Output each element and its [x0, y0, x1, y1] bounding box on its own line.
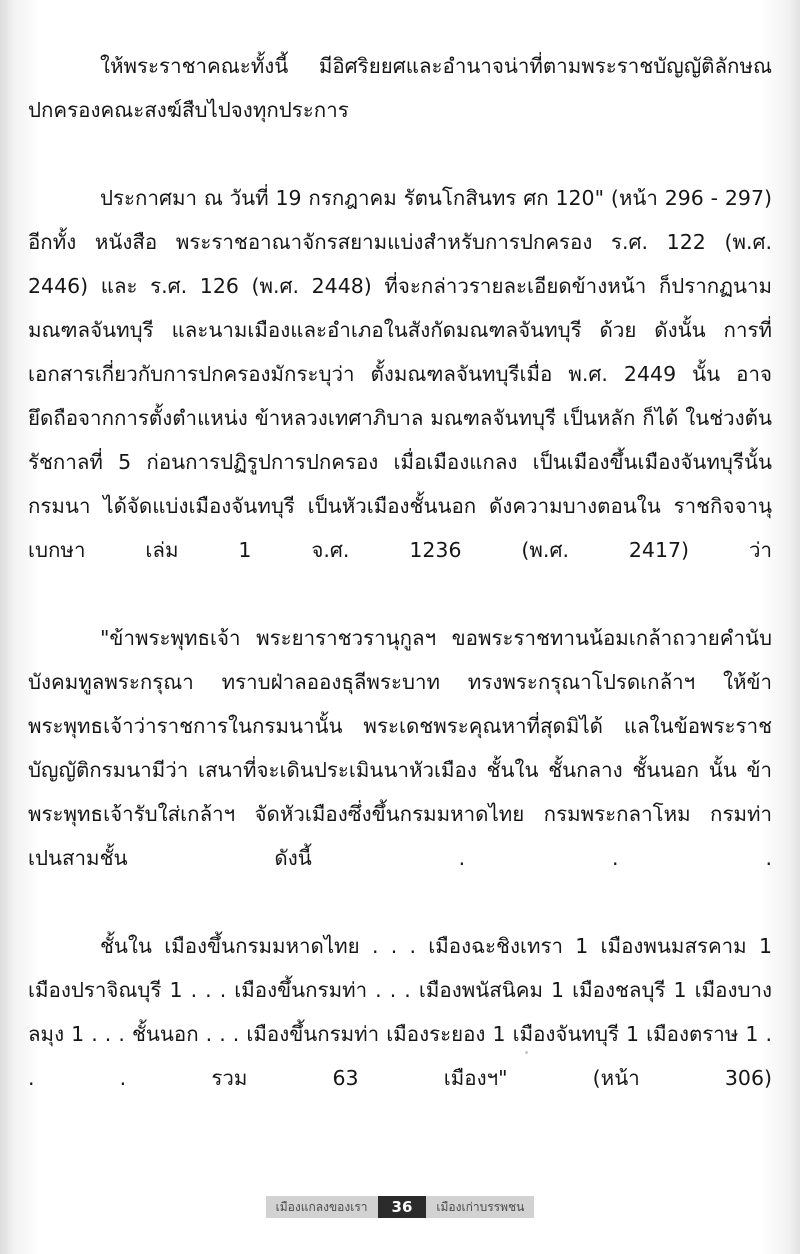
- footer-book-title: เมืองแกลงของเรา: [266, 1196, 378, 1218]
- page-footer: [0, 1196, 800, 1218]
- footer-band: [266, 1196, 535, 1218]
- paragraph: ให้พระราชาคณะทั้งนี้ มีอิศริยยศและอำนาจน่าที่ตามพระราชบัญญัติลักษณปกครองคณะสงฆ์สืบไปจงทุกประการ: [28, 54, 772, 122]
- page-number: 36: [378, 1196, 427, 1218]
- paragraph: ชั้นใน เมืองขึ้นกรมมหาดไทย . . . เมืองฉะชิงเทรา 1 เมืองพนมสรคาม 1 เมืองปราจิณบุรี 1 . . . เมืองขึ้นกรมท่า . . . เมืองพนัสนิคม 1 เมืองชลบุรี 1 เมืองบางลมุง 1 . . . ชั้นนอก . . . เมืองขึ้นกรมท่า เมืองระยอง 1 เมืองจันทบุรี 1 เมืองตราษ 1 . . . รวม 63 เมืองฯ" (หน้า 306): [28, 934, 772, 1090]
- paragraph: "ข้าพระพุทธเจ้า พระยาราชวรานุกูลฯ ขอพระราชทานน้อมเกล้าถวายคำนับบังคมทูลพระกรุณา ทราบฝ่าลอองธุลีพระบาท ทรงพระกรุณาโปรดเกล้าฯ ให้ข้าพระพุทธเจ้าว่าราชการในกรมนานั้น พระเดชพระคุณหาที่สุดมิได้ แลในข้อพระราชบัญญัติกรมนามีว่า เสนาที่จะเดินประเมินนาหัวเมือง ชั้นใน ชั้นกลาง ชั้นนอก นั้น ข้าพระพุทธเจ้ารับใส่เกล้าฯ จัดหัวเมืองซึ่งขึ้นกรมมหาดไทย กรมพระกลาโหม กรมท่า เปนสามชั้น ดังนี้ . . .: [28, 626, 772, 870]
- footer-chapter-title: เมืองเก่าบรรพชน: [426, 1196, 534, 1218]
- scan-artifact: [525, 1051, 528, 1054]
- paragraph: ประกาศมา ณ วันที่ 19 กรกฎาคม รัตนโกสินทร ศก 120" (หน้า 296 - 297) อีกทั้ง หนังสือ พระราชอาณาจักรสยามแบ่งสำหรับการปกครอง ร.ศ. 122 (พ.ศ. 2446) และ ร.ศ. 126 (พ.ศ. 2448) ที่จะกล่าวรายละเอียดข้างหน้า ก็ปรากฏนาม มณฑลจันทบุรี และนามเมืองและอำเภอในสังกัดมณฑลจันทบุรี ด้วย ดังนั้น การที่เอกสารเกี่ยวกับการปกครองมักระบุว่า ตั้งมณฑลจันทบุรีเมื่อ พ.ศ. 2449 นั้น อาจยึดถือจากการตั้งตำแหน่ง ข้าหลวงเทศาภิบาล มณฑลจันทบุรี เป็นหลัก ก็ได้ ในช่วงต้นรัชกาลที่ 5 ก่อนการปฏิรูปการปกครอง เมื่อเมืองแกลง เป็นเมืองขึ้นเมืองจันทบุรีนั้น กรมนา ได้จัดแบ่งเมืองจันทบุรี เป็นหัวเมืองชั้นนอก ดังความบางตอนใน ราชกิจจานุเบกษา เล่ม 1 จ.ศ. 1236 (พ.ศ. 2417) ว่า: [28, 186, 772, 562]
- body-text: [28, 44, 772, 1144]
